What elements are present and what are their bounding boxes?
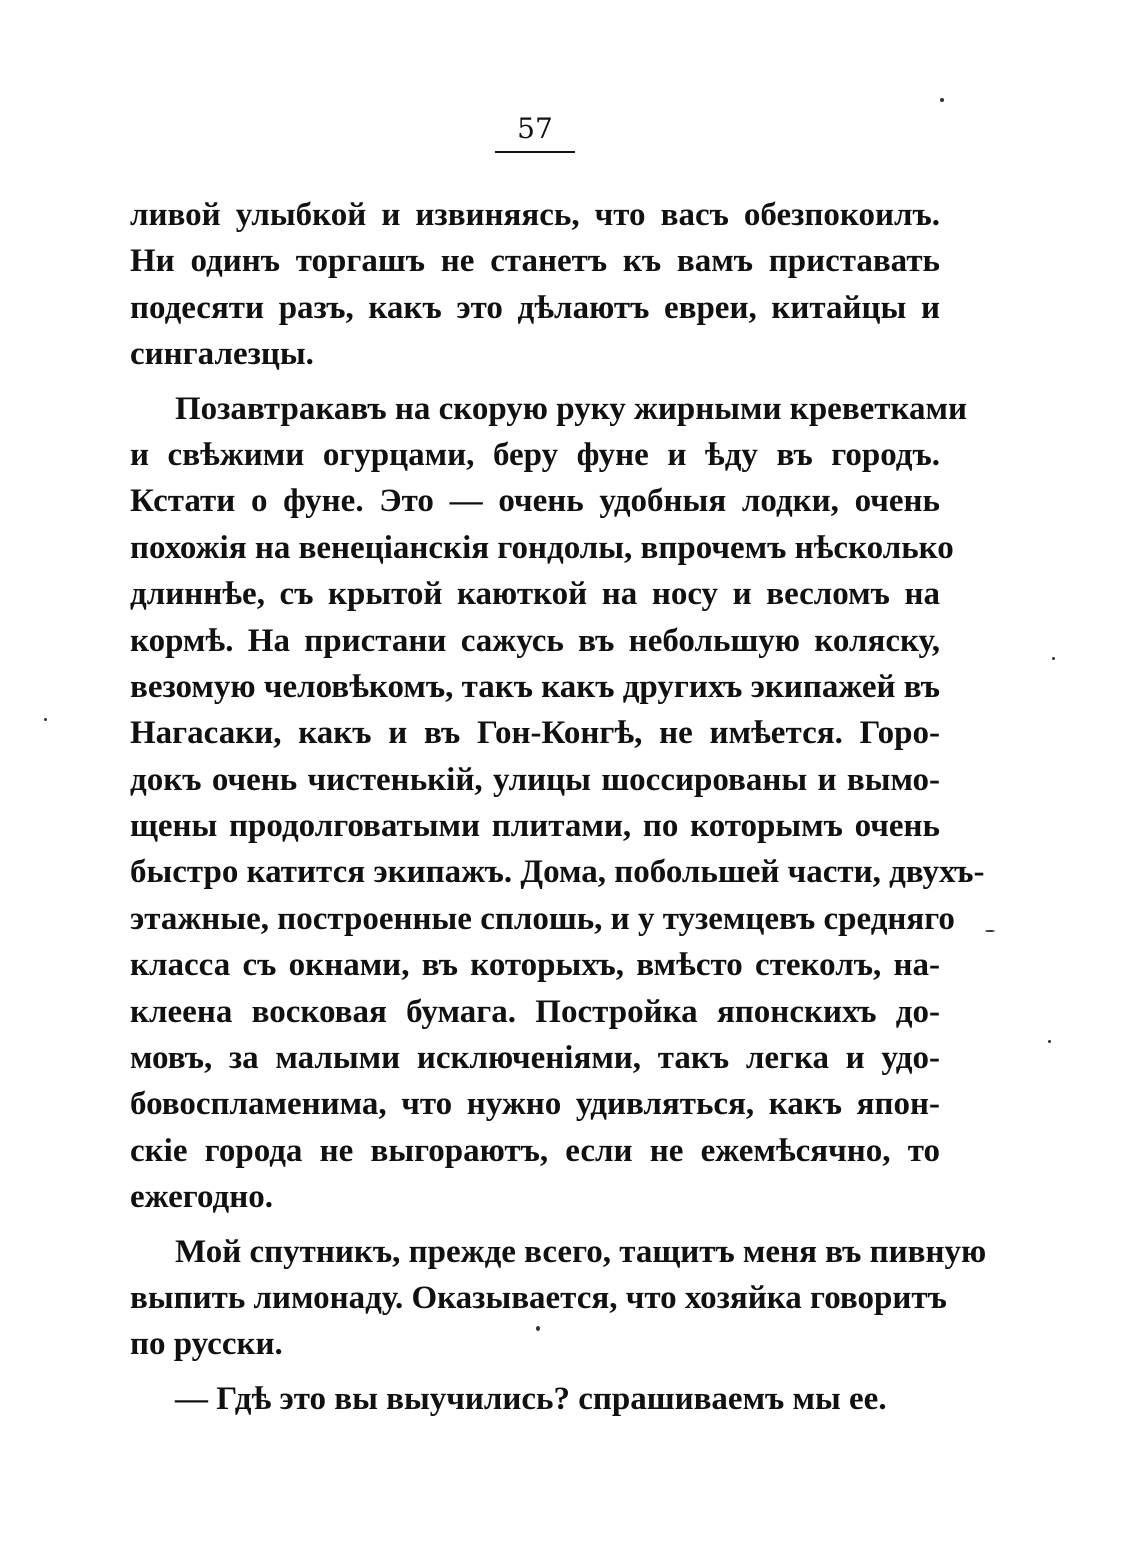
paragraph-gap (130, 1368, 940, 1376)
body-text (130, 192, 987, 1422)
text-line: похожія на венеціанскія гондолы, впрочемъ нѣсколько (130, 529, 954, 566)
scan-speck (940, 98, 944, 102)
scan-speck (1048, 1040, 1051, 1043)
text-line: длиннѣе, съ крытой каюткой на носу и весломъ на (130, 576, 940, 613)
text-line: Кстати о фуне. Это — очень удобныя лодки, очень (130, 483, 940, 520)
text-line: Ни одинъ торгашъ не станетъ къ вамъ приставать (130, 243, 940, 280)
page-number: 57 (517, 112, 553, 145)
text-line: ливой улыбкой и извиняясь, что васъ обезпокоилъ. (130, 197, 940, 233)
text-line: везомую человѣкомъ, такъ какъ другихъ экипажей въ (130, 668, 941, 705)
text-line: сингалезцы. (130, 336, 314, 373)
scan-speck (536, 1326, 540, 1331)
paragraph-gap (130, 378, 940, 386)
text-line: мовъ, за малыми исключеніями, такъ легка и удо- (130, 1040, 940, 1077)
text-line: класса съ окнами, въ которыхъ, вмѣсто стеколъ, на- (130, 947, 940, 984)
scan-speck (44, 718, 47, 721)
text-line: выпить лимонаду. Оказывается, что хозяйка говоритъ (130, 1279, 947, 1316)
text-line: подесяти разъ, какъ это дѣлаютъ евреи, китайцы и (130, 289, 940, 326)
text-line: ежегодно. (130, 1179, 273, 1216)
text-line: Позавтракавъ на скорую руку жирными креветками (175, 390, 967, 427)
text-line: скіе города не выгораютъ, если не ежемѣсячно, то (130, 1132, 940, 1169)
text-line: кормѣ. На пристани сажусь въ небольшую коляску, (130, 622, 940, 659)
text-line: — Гдѣ это вы выучились? спрашиваемъ мы ее. (175, 1380, 887, 1417)
text-line: и свѣжими огурцами, беру фуне и ѣду въ городъ. (130, 436, 940, 473)
paragraph-gap (130, 1221, 940, 1229)
text-line: клеена восковая бумага. Постройка японскихъ до- (130, 993, 940, 1030)
scan-speck (1052, 657, 1055, 660)
scan-speck (985, 930, 995, 932)
text-line: быстро катится экипажъ. Дома, побольшей части, двухъ- (130, 854, 985, 891)
text-line: Мой спутникъ, прежде всего, тащитъ меня въ пивную (175, 1233, 987, 1270)
text-line: щены продолговатыми плитами, по которымъ очень (130, 808, 940, 845)
text-line: этажные, построенные сплошь, и у туземцевъ средняго (130, 900, 955, 937)
text-line: по русски. (130, 1326, 283, 1363)
page-number-underline (495, 151, 575, 153)
text-line: Нагасаки, какъ и въ Гон-Конгѣ, не имѣется. Горо- (130, 715, 940, 752)
text-line: бовоспламенима, что нужно удивляться, какъ япон- (130, 1086, 940, 1123)
text-line: докъ очень чистенькій, улицы шоссированы и вымо- (130, 761, 940, 798)
